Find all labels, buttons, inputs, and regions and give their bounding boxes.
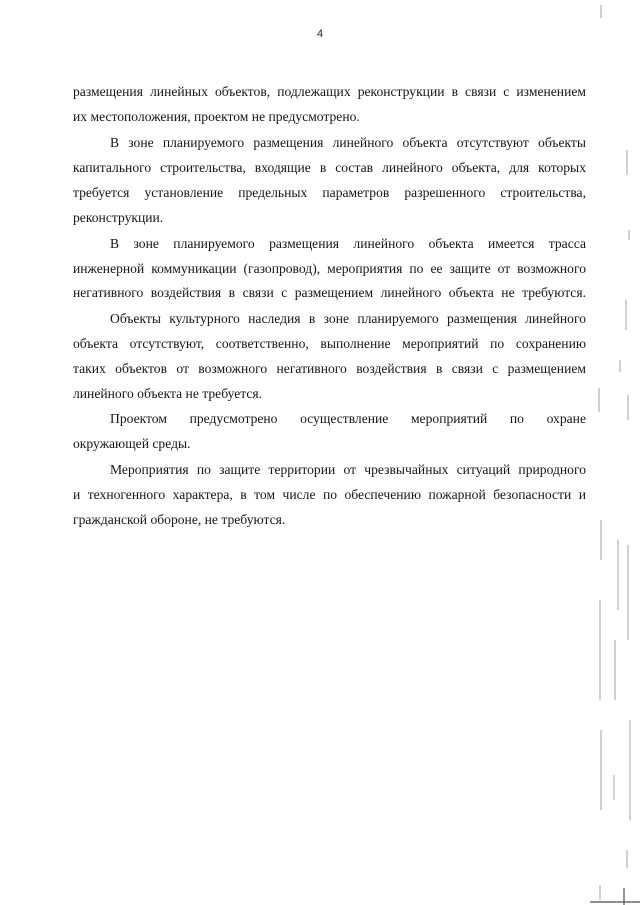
text-line: Мероприятия по защите территории от чрезвычайных ситуаций природного — [110, 462, 586, 477]
page-number: 4 — [316, 28, 324, 40]
text-line: В зоне планируемого размещения линейного объекта отсутствуют объекты — [110, 135, 586, 150]
text-line: и техногенного характера, в том числе по обеспечению пожарной безопасности и — [73, 487, 586, 502]
text-line: негативного воздействия в связи с размещением линейного объекта не требуются. — [73, 285, 586, 300]
text-line: линейного объекта не требуется. — [73, 386, 263, 401]
text-line: размещения линейных объектов, подлежащих реконструкции в связи с изменением — [73, 84, 586, 99]
text-line: В зоне планируемого размещения линейного объекта имеется трасса — [110, 236, 586, 251]
text-line: требуется установление предельных параметров разрешенного строительства, — [73, 185, 586, 200]
text-line: таких объектов от возможного негативного воздействия в связи с размещением — [73, 361, 586, 376]
text-line: объекта отсутствуют, соответственно, выполнение мероприятий по сохранению — [73, 336, 586, 351]
text-line: окружающей среды. — [73, 436, 191, 451]
text-line: их местоположения, проектом не предусмотрено. — [73, 109, 360, 124]
text-line: реконструкции. — [73, 210, 164, 225]
text-line: инженерной коммуникации (газопровод), мероприятия по ее защите от возможного — [73, 261, 586, 276]
text-line: гражданской обороне, не требуются. — [73, 512, 286, 527]
text-line: капитального строительства, входящие в состав линейного объекта, для которых — [73, 160, 586, 175]
text-line: Объекты культурного наследия в зоне планируемого размещения линейного — [110, 311, 586, 326]
text-line: Проектом предусмотрено осуществление мероприятий по охране — [110, 411, 586, 426]
